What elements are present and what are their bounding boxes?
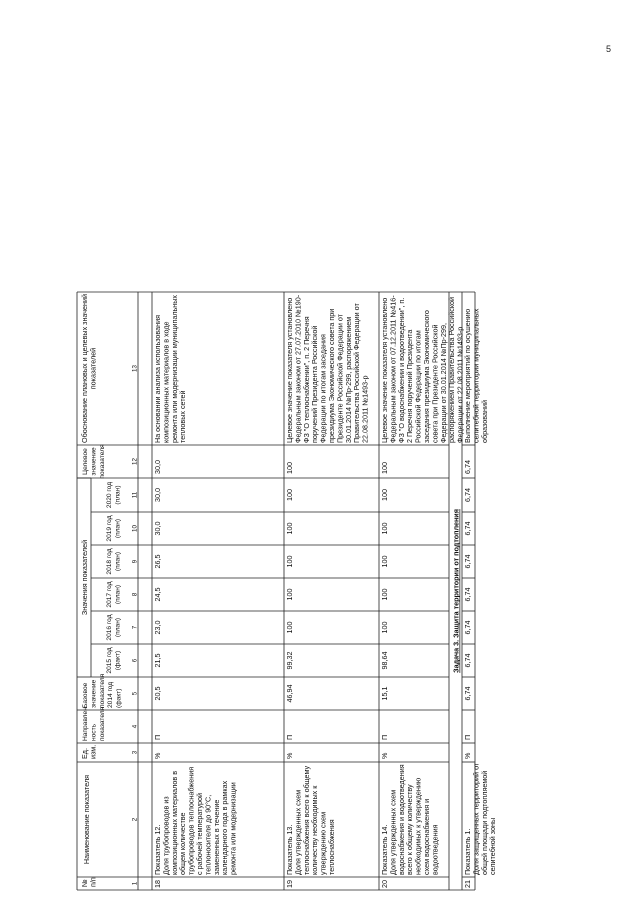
indicator-name: селитебной зоны (488, 817, 498, 875)
row-number: 18 (153, 880, 162, 888)
indicator-name: необходимых к утверждению (413, 777, 423, 875)
value-base: 6,74 (463, 686, 472, 701)
unit-cell: % (463, 752, 472, 759)
header-base: значение (90, 679, 98, 708)
indicator-name: общем количестве (178, 812, 188, 875)
indicator-name: с рабочей температурой (195, 792, 204, 875)
column-number: 12 (131, 458, 139, 465)
direction-cell: П (285, 734, 294, 740)
value-v2018: 100 (380, 555, 389, 568)
value-base: 15,1 (380, 686, 389, 701)
column-number: 1 (131, 881, 139, 886)
unit-cell: % (153, 752, 162, 759)
value-v2016: 23,0 (153, 620, 162, 635)
direction-cell: П (153, 734, 162, 740)
indicator-name: всего к общему количеству (405, 784, 415, 875)
indicator-name: Показатель 14. (380, 824, 389, 875)
header-direction: Направлен (82, 707, 89, 741)
target-cell: 100 (380, 462, 389, 474)
indicator-name: замененных в течение (211, 799, 221, 875)
column-number: 2 (131, 817, 139, 822)
value-v2019: 100 (285, 522, 294, 535)
indicator-name: водоотведения (430, 824, 440, 875)
justification-cell: На основании анализа использования (153, 314, 162, 443)
column-number: 5 (131, 691, 139, 696)
indicator-table (77, 292, 497, 890)
header-direction: ность (90, 723, 98, 741)
column-number: 7 (131, 625, 139, 630)
indicator-name: Доля утвержденных схем (388, 789, 398, 875)
column-number: 4 (131, 724, 139, 729)
row-number: 19 (285, 880, 294, 888)
column-number: 8 (131, 592, 139, 597)
justification-cell: ремонта или модернизации муниципальных (169, 294, 179, 443)
justification-cell: селитебной территории муниципальных (471, 308, 481, 443)
indicator-name: композиционных материалов в (169, 770, 179, 875)
indicator-name: водоснабжения и водоотведения (396, 764, 406, 875)
indicator-name: ремонта или модернизации (228, 782, 238, 875)
justification-cell: 30.01.2014 №Пр-299, распоряжением (343, 316, 353, 443)
indicator-name: теплоснабжения всего к общему (301, 765, 311, 875)
target-cell: 6,74 (463, 460, 472, 474)
header-base: (факт) (115, 688, 123, 708)
justification-cell: совета при Президенте Российской (430, 324, 440, 443)
column-number: 11 (131, 491, 139, 499)
page-number: 5 (606, 44, 612, 54)
indicator-name: Доля трубопроводов из (161, 796, 171, 875)
value-v2015: 98,64 (380, 651, 389, 670)
justification-cell: президиума Экономического совета при (327, 308, 336, 443)
justification-cell: ФЗ "О водоснабжении и водоотведении", п. (396, 297, 406, 443)
header-target: показателя (98, 444, 106, 479)
direction-cell: П (463, 734, 472, 740)
indicator-name: теплоносителя до 90°C, (203, 794, 213, 875)
value-v2016: 100 (285, 621, 294, 634)
value-v2016: 6,74 (463, 620, 472, 635)
value-v2015: 21,5 (153, 653, 162, 668)
section-title: Задача 3. Защита территории от подтопления (451, 509, 461, 673)
indicator-name: Показатель 12. (153, 824, 162, 875)
value-v2018: 100 (285, 555, 294, 568)
indicator-name: количеству необходимых к (310, 785, 320, 875)
header-unit: Ед. (80, 748, 89, 759)
indicator-name: Показатель 13. (285, 824, 294, 875)
header-target: значение (90, 447, 98, 476)
value-v2018: 26,5 (153, 554, 162, 569)
column-number: 9 (131, 559, 139, 564)
value-v2017: 100 (285, 588, 294, 601)
justification-cell: Целевое значение показателя установлено (285, 297, 294, 443)
unit-cell: % (285, 752, 294, 759)
justification-cell: Целевое значение показателя установлено (380, 297, 389, 443)
header-year-2015: 2015 год (106, 647, 113, 674)
header-year-2015: (факт) (114, 650, 122, 671)
justification-cell: Федерации по итогам заседания (318, 334, 328, 443)
value-v2019: 30,0 (153, 521, 162, 536)
justification-cell: Выполнение мероприятий по осушению (463, 308, 472, 443)
direction-cell: П (380, 734, 389, 740)
justification-cell: Федеральным законом от 07.12.2011 №416- (388, 295, 398, 443)
value-v2017: 24,5 (153, 587, 162, 602)
indicator-name: общей площади подтопляемой (479, 770, 489, 875)
header-base: Базовое (82, 682, 89, 708)
value-v2020: 30,0 (153, 488, 162, 502)
value-v2017: 6,74 (463, 587, 472, 602)
value-v2017: 100 (380, 588, 389, 601)
value-v2020: 6,74 (463, 488, 472, 502)
header-year-2017: (план) (114, 584, 122, 605)
justification-cell: распоряжением Правительства Российской (447, 296, 457, 443)
target-cell: 30,0 (153, 460, 162, 474)
value-v2015: 99,32 (285, 651, 294, 670)
header-year-2016: 2016 год (106, 614, 113, 641)
header-values-group: Значения показателей (80, 539, 89, 616)
value-v2016: 100 (380, 621, 389, 634)
indicator-name: Показатель 1. (463, 828, 472, 875)
row-number: 21 (463, 880, 472, 888)
header-base: показателя (98, 673, 106, 708)
value-v2015: 6,74 (463, 653, 472, 668)
column-number: 10 (131, 525, 139, 532)
indicator-name: схем водоснабжения и (422, 798, 431, 875)
header-year-2020: 2020 год (106, 481, 113, 509)
justification-cell: тепловых сетей (178, 390, 188, 443)
header-justification: Обоснование плановых и целевых значений (80, 293, 89, 444)
value-v2020: 100 (380, 489, 389, 501)
justification-cell: ФЗ "О теплоснабжении", п. 2 Перечня (301, 316, 311, 443)
header-year-2017: 2017 год (106, 581, 113, 608)
header-year-2020: (план) (114, 485, 122, 505)
justification-cell: образований (479, 400, 489, 443)
header-direction: показателя (98, 706, 106, 741)
column-number: 13 (131, 365, 139, 372)
indicator-name: теплоснабжения (327, 819, 336, 875)
indicator-name: трубопроводов теплоснабжения (186, 766, 196, 875)
value-v2018: 6,74 (463, 554, 472, 569)
header-year-2018: 2018 год (106, 548, 113, 575)
justification-cell: Президенте Российской Федерации от (335, 314, 345, 443)
header-year-2019: (план) (114, 518, 122, 539)
value-v2019: 6,74 (463, 521, 472, 536)
indicator-name: Доля утвержденных схем (293, 789, 303, 875)
header-justification: показателей (88, 347, 98, 390)
header-no: п/п (88, 877, 98, 887)
indicator-name: календарного года в рамках (220, 780, 230, 875)
justification-cell: 2 Перечня поручений Президента (405, 329, 415, 443)
indicator-name: Доля защищенных территорий от (471, 762, 481, 875)
header-no: № (80, 879, 89, 887)
target-cell: 100 (285, 462, 294, 474)
value-v2019: 100 (380, 522, 389, 535)
header-year-2018: (план) (114, 551, 122, 572)
column-number: 6 (131, 658, 139, 663)
column-number: 3 (131, 750, 139, 755)
value-base: 46,94 (285, 684, 294, 703)
justification-cell: Правительства Российской Федерации от (352, 303, 362, 443)
justification-cell: Российской Федерации по итогам (413, 330, 423, 443)
unit-cell: % (380, 752, 389, 759)
header-name: Наименование показателя (82, 774, 91, 865)
justification-cell: 22.08.2011 №1493-р (360, 375, 370, 443)
row-number: 20 (380, 880, 389, 888)
justification-cell: композиционных материалов в ходе (161, 321, 171, 443)
justification-cell: Федеральным законом от 27.07.2010 №190- (293, 294, 303, 443)
justification-cell: поручений Президента Российской (310, 325, 320, 443)
justification-cell: Федерации от 22.08.2011 №1493-р (455, 326, 465, 443)
header-unit: изм. (88, 744, 98, 759)
header-year-2016: (план) (114, 617, 122, 638)
justification-cell: заседания президиума Экономического (422, 310, 431, 443)
header-year-2019: 2019 год (106, 515, 113, 542)
header-target: Целевое (82, 448, 89, 475)
value-v2020: 100 (285, 489, 294, 501)
justification-cell: Федерации от 30.01.2014 №Пр-299, (438, 323, 448, 443)
header-base: 2014 год (107, 681, 115, 708)
value-base: 20,5 (153, 686, 162, 701)
indicator-name: утверждению схем (318, 811, 328, 875)
